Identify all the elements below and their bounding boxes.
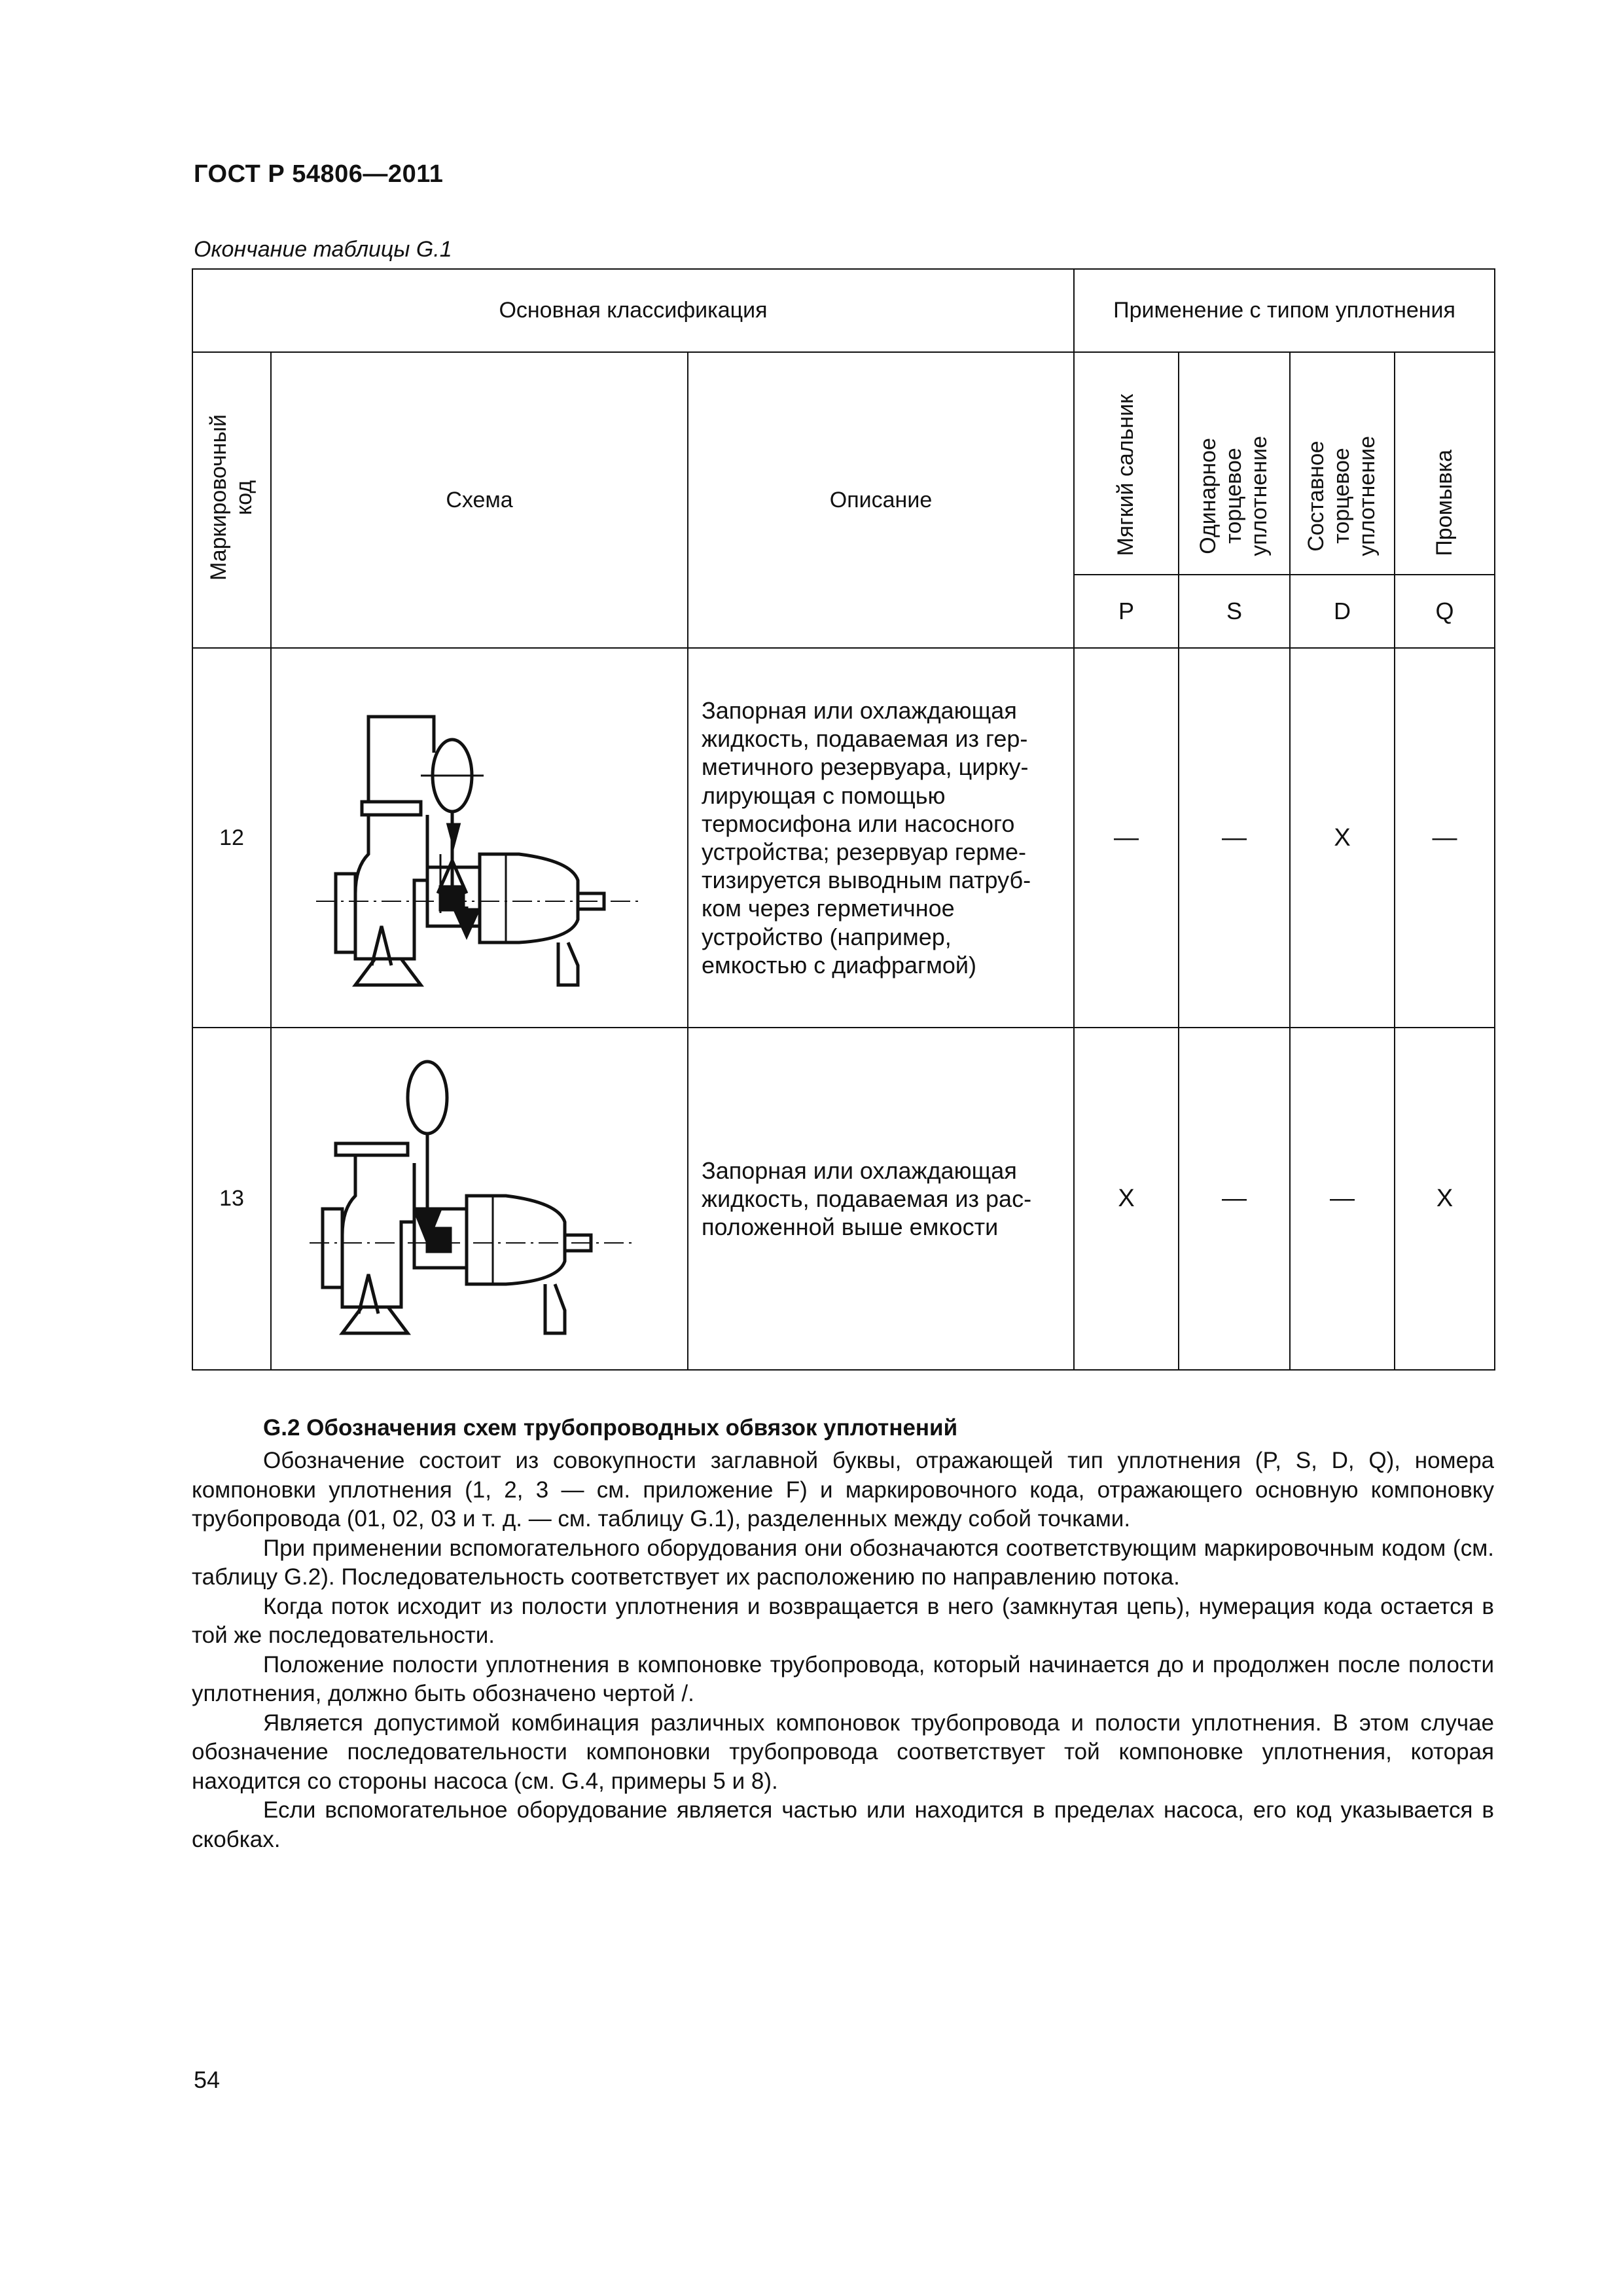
header-flush-label: Промывка bbox=[1431, 450, 1457, 556]
row-code: 13 bbox=[192, 1028, 271, 1370]
pump-scheme-13 bbox=[310, 1052, 650, 1346]
header-code bbox=[192, 352, 271, 648]
document-header: ГОСТ Р 54806—2011 bbox=[194, 160, 444, 188]
letter-flush: Q bbox=[1395, 575, 1495, 648]
paragraph: Если вспомогательное оборудование является частью или находится в пределах насоса, его код указывается в скобках. bbox=[192, 1797, 1494, 1852]
header-soft-packing bbox=[1074, 352, 1179, 575]
letter-soft: P bbox=[1074, 575, 1179, 648]
cell-soft: — bbox=[1074, 648, 1179, 1028]
cell-composite: X bbox=[1290, 648, 1395, 1028]
header-composite-seal bbox=[1290, 352, 1395, 575]
row-code: 12 bbox=[192, 648, 271, 1028]
table-caption: Окончание таблицы G.1 bbox=[194, 237, 452, 262]
cell-flush: — bbox=[1395, 648, 1495, 1028]
paragraph: Является допустимой комбинация различных компоновок трубопровода и полости уплотнения. В этом случае обозначение последовательности компоновки трубопровода соответствует той компоновке уплотнения, которая находится со стороны насоса (см. G.4, примеры 5 и 8). bbox=[192, 1710, 1494, 1794]
cell-single: — bbox=[1179, 648, 1290, 1028]
cell-composite: — bbox=[1290, 1028, 1395, 1370]
row-description: Запорная или охлаждающая жидкость, подаваемая из гер- метичного резервуара, цирку- лирующая с помощью термосифона или насосного устройства; резервуар герме- тизируется выводным патруб- ком через герметичное устройство (например, емкостью с диафрагмой) bbox=[688, 648, 1074, 1028]
header-composite-seal-label: Составное торцевое уплотнение bbox=[1304, 436, 1380, 556]
paragraph: При применении вспомогательного оборудования они обозначаются соответствующим маркировочным кодом (см. таблицу G.2). Последовательность соответствует их расположению по направлению потока. bbox=[192, 1535, 1494, 1590]
pump-scheme-12 bbox=[310, 684, 650, 992]
row-description: Запорная или охлаждающая жидкость, подаваемая из рас- положенной выше емкости bbox=[688, 1028, 1074, 1370]
letter-single: S bbox=[1179, 575, 1290, 648]
table-row bbox=[192, 648, 1495, 1028]
header-basic-classification: Основная классификация bbox=[192, 269, 1074, 352]
header-description: Описание bbox=[688, 352, 1074, 648]
table-row bbox=[192, 1028, 1495, 1370]
header-scheme: Схема bbox=[271, 352, 688, 648]
paragraph: Обозначение состоит из совокупности заглавной буквы, отражающей тип уплотнения (P, S, D, Q), номера компоновки уплотнения (1, 2, 3 — см. приложение F) и маркировочного кода, отражающего основную компоновку трубопровода (01, 02, 03 и т. д. — см. таблицу G.1), разделенных между собой точками. bbox=[192, 1448, 1494, 1532]
row-scheme bbox=[271, 648, 688, 1028]
letter-composite: D bbox=[1290, 575, 1395, 648]
section-title: G.2 Обозначения схем трубопроводных обвязок уплотнений bbox=[263, 1415, 958, 1441]
cell-soft: X bbox=[1074, 1028, 1179, 1370]
header-single-seal-label: Одинарное торцевое уплотнение bbox=[1196, 436, 1272, 556]
header-code-label: Маркировочный код bbox=[205, 414, 257, 581]
header-single-seal bbox=[1179, 352, 1290, 575]
page-number: 54 bbox=[194, 2066, 221, 2093]
cell-flush: X bbox=[1395, 1028, 1495, 1370]
paragraph: Положение полости уплотнения в компоновке трубопровода, который начинается до и продолжен после полости уплотнения, должно быть обозначено чертой /. bbox=[192, 1651, 1494, 1706]
header-seal-application: Применение с типом уплотнения bbox=[1074, 269, 1495, 352]
cell-single: — bbox=[1179, 1028, 1290, 1370]
paragraph: Когда поток исходит из полости уплотнения и возвращается в него (замкнутая цепь), нумерация кода остается в той же последовательности. bbox=[192, 1593, 1494, 1648]
header-flush bbox=[1395, 352, 1495, 575]
row-scheme bbox=[271, 1028, 688, 1370]
header-soft-packing-label: Мягкий сальник bbox=[1113, 394, 1139, 556]
classification-table bbox=[192, 268, 1495, 1371]
body-text bbox=[192, 1446, 1494, 1854]
